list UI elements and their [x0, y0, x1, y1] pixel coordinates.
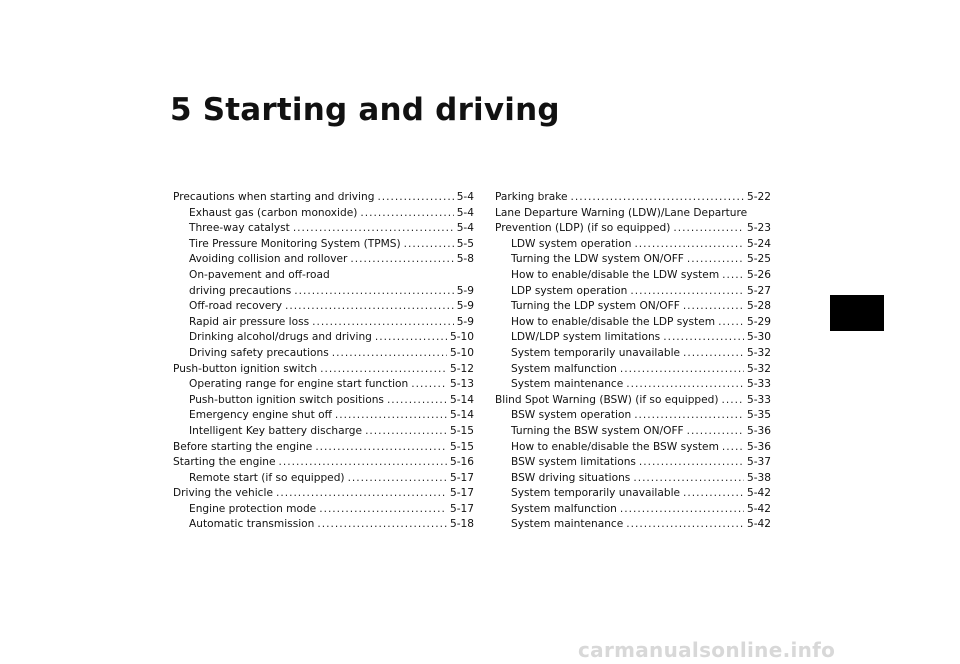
toc-dot-leader [683, 486, 744, 502]
toc-entry[interactable] [173, 268, 474, 299]
toc-entry-title: Engine protection mode [189, 502, 317, 515]
toc-dot-leader [350, 252, 453, 268]
toc-entry[interactable] [495, 455, 771, 471]
toc-entry-title: Drinking alcohol/drugs and driving [189, 331, 372, 344]
toc-entry[interactable] [173, 330, 474, 346]
toc-entry[interactable] [173, 424, 474, 440]
toc-entry-title: Intelligent Key battery discharge [189, 424, 363, 437]
toc-entry-title: Driving the vehicle [173, 487, 273, 500]
toc-entry-title: BSW system limitations [511, 456, 636, 469]
toc-entry-title: How to enable/disable the LDP system [511, 315, 716, 328]
toc-dot-leader [639, 455, 744, 471]
toc-entry-page: 5-25 [746, 253, 771, 266]
toc-entry[interactable] [495, 315, 771, 331]
toc-dot-leader [365, 424, 447, 440]
toc-entry-title: System temporarily unavailable [511, 487, 681, 500]
toc-entry-page: 5-37 [746, 456, 771, 469]
toc-entry[interactable] [495, 502, 771, 518]
toc-entry-title: Operating range for engine start function [189, 378, 409, 391]
toc-dot-leader [673, 221, 744, 237]
toc-entry-title: Push-button ignition switch [173, 362, 318, 375]
toc-entry-title: On-pavement and off-road [189, 268, 330, 281]
toc-entry[interactable] [495, 190, 771, 206]
toc-entry[interactable] [173, 190, 474, 206]
toc-dot-leader [293, 221, 454, 237]
toc-entry-title: Rapid air pressure loss [189, 315, 310, 328]
toc-entry-title: BSW driving situations [511, 471, 631, 484]
toc-dot-leader [571, 190, 744, 206]
toc-entry-page: 5-5 [456, 237, 474, 250]
toc-entry[interactable] [173, 517, 474, 533]
toc-entry-title: How to enable/disable the LDW system [511, 268, 720, 281]
toc-dot-leader [663, 330, 744, 346]
toc-entry-title: Starting the engine [173, 456, 276, 469]
toc-entry[interactable] [173, 362, 474, 378]
toc-entry-page: 5-36 [746, 440, 771, 453]
toc-entry-title: LDW/LDP system limitations [511, 331, 661, 344]
toc-entry-page: 5-4 [456, 222, 474, 235]
toc-entry-title: Turning the BSW system ON/OFF [511, 424, 684, 437]
toc-entry[interactable] [173, 486, 474, 502]
toc-entry-title: System maintenance [511, 378, 624, 391]
toc-entry-page: 5-4 [456, 206, 474, 219]
toc-dot-leader [620, 502, 744, 518]
toc-entry-page: 5-12 [449, 362, 474, 375]
toc-dot-leader [722, 440, 744, 456]
toc-dot-leader [332, 346, 447, 362]
toc-dot-leader [683, 346, 744, 362]
toc-entry[interactable] [495, 362, 771, 378]
toc-entry[interactable] [495, 377, 771, 393]
toc-entry[interactable] [173, 455, 474, 471]
toc-entry-page: 5-17 [449, 502, 474, 515]
watermark: carmanualsonline.info [578, 638, 836, 662]
toc-dot-leader [312, 315, 454, 331]
toc-entry-page: 5-22 [746, 191, 771, 203]
toc-dot-leader [335, 408, 447, 424]
toc-entry-page: 5-9 [456, 284, 474, 297]
toc-entry-page: 5-17 [449, 487, 474, 500]
toc-entry-title: Driving safety precautions [189, 346, 329, 359]
toc-entry-page: 5-14 [449, 393, 474, 406]
toc-entry[interactable] [173, 377, 474, 393]
toc-entry-title: Blind Spot Warning (BSW) (if so equipped) [495, 393, 719, 406]
toc-entry[interactable] [495, 268, 771, 284]
toc-entry-title: Turning the LDP system ON/OFF [511, 300, 680, 313]
toc-entry-page: 5-42 [746, 502, 771, 515]
toc-dot-leader [687, 424, 744, 440]
toc-entry-page: 5-23 [746, 222, 771, 235]
toc-entry-page: 5-42 [746, 487, 771, 500]
toc-entry-title: driving precautions [189, 284, 292, 297]
toc-dot-leader [348, 471, 447, 487]
toc-dot-leader [722, 393, 744, 409]
toc-entry-title: Push-button ignition switch positions [189, 393, 384, 406]
toc-entry-title: How to enable/disable the BSW system [511, 440, 719, 453]
toc-entry-page: 5-16 [449, 456, 474, 469]
toc-entry[interactable] [173, 346, 474, 362]
toc-left-column [173, 190, 474, 533]
toc-entry[interactable] [173, 221, 474, 237]
toc-entry-page: 5-9 [456, 315, 474, 328]
toc-entry-page: 5-26 [746, 268, 771, 281]
toc-entry-page: 5-8 [456, 253, 474, 266]
toc-entry[interactable] [173, 252, 474, 268]
toc-entry-title: Tire Pressure Monitoring System (TPMS) [189, 237, 401, 250]
toc-entry[interactable] [495, 330, 771, 346]
toc-entry-page: 5-24 [746, 237, 771, 250]
toc-entry[interactable] [495, 486, 771, 502]
toc-entry[interactable] [495, 471, 771, 487]
toc-entry[interactable] [173, 299, 474, 315]
toc-entry[interactable] [495, 440, 771, 456]
toc-dot-leader [630, 284, 744, 300]
toc-entry[interactable] [495, 424, 771, 440]
toc-entry[interactable] [495, 206, 771, 237]
toc-right-column [495, 190, 771, 533]
toc-entry[interactable] [495, 517, 771, 533]
toc-dot-leader [683, 299, 744, 315]
toc-entry-title: Prevention (LDP) (if so equipped) [495, 222, 671, 235]
toc-dot-leader [315, 440, 447, 456]
toc-dot-leader [319, 502, 447, 518]
toc-entry-title: Remote start (if so equipped) [189, 471, 345, 484]
toc-entry[interactable] [495, 252, 771, 268]
toc-entry[interactable] [173, 237, 474, 253]
toc-entry-page: 5-29 [746, 315, 771, 328]
toc-entry-title: LDW system operation [511, 237, 632, 250]
toc-dot-leader [294, 284, 453, 300]
toc-entry-title: Lane Departure Warning (LDW)/Lane Departure [495, 206, 748, 219]
toc-entry-title: LDP system operation [511, 284, 628, 297]
toc-entry[interactable] [173, 393, 474, 409]
toc-entry-page: 5-14 [449, 409, 474, 422]
chapter-thumb-tab [830, 295, 884, 331]
toc-entry-title: Turning the LDW system ON/OFF [511, 253, 684, 266]
toc-dot-leader [722, 268, 744, 284]
toc-entry-page: 5-36 [746, 424, 771, 437]
toc-dot-leader [620, 362, 744, 378]
toc-entry-page: 5-15 [449, 440, 474, 453]
toc-entry-title: BSW system operation [511, 409, 632, 422]
toc-entry[interactable] [173, 315, 474, 331]
toc-entry-title: System maintenance [511, 518, 624, 531]
toc-entry-page: 5-32 [746, 346, 771, 359]
toc-dot-leader [626, 377, 744, 393]
toc-dot-leader [317, 517, 447, 533]
toc-entry-title: System temporarily unavailable [511, 346, 681, 359]
toc-entry-page: 5-42 [746, 518, 771, 531]
toc-entry[interactable] [173, 408, 474, 424]
toc-dot-leader [285, 299, 454, 315]
toc-dot-leader [387, 393, 447, 409]
toc-dot-leader [626, 517, 744, 533]
toc-entry-page: 5-38 [746, 471, 771, 484]
toc-dot-leader [633, 471, 744, 487]
toc-entry-page: 5-33 [746, 378, 771, 391]
toc-entry[interactable] [173, 206, 474, 222]
toc-entry[interactable] [173, 440, 474, 456]
toc-dot-leader [377, 190, 453, 206]
toc-entry-title: Exhaust gas (carbon monoxide) [189, 206, 358, 219]
chapter-title: 5 Starting and driving [170, 92, 560, 128]
toc-entry-page: 5-9 [456, 300, 474, 313]
toc-entry-page: 5-18 [449, 518, 474, 531]
toc-entry-page: 5-15 [449, 424, 474, 437]
toc-entry-title: Avoiding collision and rollover [189, 253, 348, 266]
toc-entry-page: 5-30 [746, 331, 771, 344]
toc-entry-page: 5-17 [449, 471, 474, 484]
toc-dot-leader [718, 315, 744, 331]
toc-dot-leader [634, 237, 744, 253]
toc-dot-leader [404, 237, 454, 253]
toc-dot-leader [276, 486, 447, 502]
toc-entry-title: Off-road recovery [189, 300, 283, 313]
toc-entry[interactable] [495, 237, 771, 253]
toc-dot-leader [360, 206, 453, 222]
toc-dot-leader [687, 252, 744, 268]
toc-entry-title: Automatic transmission [189, 518, 315, 531]
toc-entry[interactable] [495, 299, 771, 315]
toc-entry-page: 5-13 [449, 378, 474, 391]
toc-dot-leader [279, 455, 447, 471]
toc-entry[interactable] [495, 393, 771, 409]
toc-entry-page: 5-33 [746, 393, 771, 406]
toc-dot-leader [375, 330, 447, 346]
toc-entry-title: Before starting the engine [173, 440, 313, 453]
toc-entry[interactable] [495, 284, 771, 300]
toc-entry-title: Parking brake [495, 191, 568, 203]
toc-entry-page: 5-4 [456, 191, 474, 203]
toc-entry-page: 5-32 [746, 362, 771, 375]
toc-entry-title: Three-way catalyst [189, 222, 290, 235]
toc-entry-title: System malfunction [511, 362, 617, 375]
toc-dot-leader [320, 362, 447, 378]
toc-entry[interactable] [173, 471, 474, 487]
toc-entry[interactable] [495, 346, 771, 362]
toc-entry-title: Emergency engine shut off [189, 409, 332, 422]
toc-entry-page: 5-10 [449, 346, 474, 359]
toc-entry[interactable] [495, 408, 771, 424]
toc-dot-leader [411, 377, 447, 393]
toc-entry-title: System malfunction [511, 502, 617, 515]
toc-entry-title: Precautions when starting and driving [173, 191, 375, 203]
toc-entry[interactable] [173, 502, 474, 518]
toc-entry-page: 5-28 [746, 300, 771, 313]
toc-entry-page: 5-35 [746, 409, 771, 422]
toc-dot-leader [634, 408, 744, 424]
toc-entry-page: 5-10 [449, 331, 474, 344]
toc-entry-page: 5-27 [746, 284, 771, 297]
